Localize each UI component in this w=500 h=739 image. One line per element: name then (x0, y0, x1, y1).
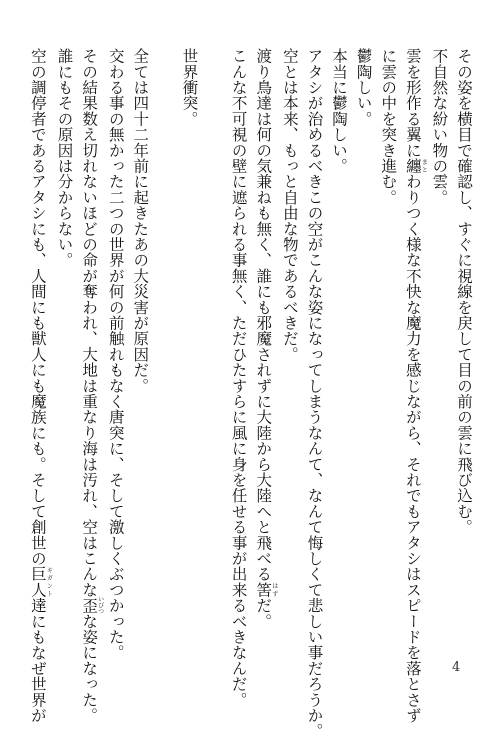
text-line (427, 48, 452, 648)
ruby-base: 纏 (403, 157, 422, 174)
text-line-content: 不自然な紛い物の雲。 (430, 48, 449, 205)
text-line-content: だ。 (254, 597, 273, 629)
text-line (451, 48, 476, 648)
text-line (226, 48, 251, 708)
text-line-content: アタシが治めるべきこの空がこんな姿になってしまうなんて、なんて悔しくて悲しい事だろうか。 (305, 48, 324, 739)
furigana (80, 596, 104, 615)
text-line-content: 交わる事の無かった二つの世界が何の前触れもなく唐突に、そして激しくぶつかった。 (106, 48, 125, 661)
text-line-content: わりつく様な不快な魔力を感じながら、それでもアタシはスピードを落とさず (403, 173, 422, 724)
furigana (28, 566, 53, 598)
ruby-base: 歪 (80, 596, 99, 615)
text-line (277, 48, 302, 648)
page-number: 4 (452, 660, 461, 675)
furigana (254, 581, 278, 598)
text-line-content: 鬱陶しい。 (354, 48, 373, 127)
text-line-content: 空の調停者であるアタシにも、人間にも獣人にも魔族にも。そして創世の (28, 48, 47, 567)
furigana (403, 157, 428, 174)
text-line-content: 雲を形作る翼に (403, 48, 422, 158)
text-line (400, 48, 428, 724)
vertical-text-body (25, 48, 476, 739)
text-line-content: その結果数え切れないほどの命が奪われ、大地は重なり海は汚れ、空はこんな (80, 48, 99, 598)
text-line (103, 48, 128, 661)
text-line (128, 48, 153, 648)
text-line (52, 48, 77, 648)
text-line-content: 空とは本来、もっと自由な物であるべきだ。 (280, 48, 299, 362)
blank-line (152, 48, 177, 648)
text-line (302, 48, 327, 739)
text-line-content: 世界衝突。 (180, 48, 199, 127)
text-line (326, 48, 351, 648)
ruby-reading: ギガント (45, 566, 53, 598)
text-line-content: 渡り鳥達は何の気兼ねも無く、誰にも邪魔されずに大陸から大陸へと飛べる (254, 48, 273, 582)
text-line-content: 全ては四十二年前に起きたあの大災害が原因だ。 (131, 48, 150, 394)
ruby-base: 巨人 (28, 566, 47, 598)
text-line (251, 48, 278, 648)
text-line (177, 48, 202, 648)
ruby-reading: はず (270, 581, 278, 598)
text-line-content: な姿になった。 (80, 613, 99, 724)
text-line-content: 達にもなぜ世界が (28, 597, 47, 724)
blank-line (201, 48, 226, 648)
ruby-reading: いびつ (96, 596, 104, 615)
text-line (351, 48, 376, 648)
text-line (376, 48, 401, 648)
text-line-content: に雲の中を突き進む。 (379, 48, 398, 205)
text-line-content: 本当に鬱陶しい。 (330, 48, 349, 174)
text-line-content: こんな不可視の壁に遮られる事無く、ただひたすらに風に身を任せる事が出来るべきなんだ。 (229, 48, 248, 708)
text-line (77, 48, 104, 724)
text-line-content: その姿を横目で確認し、すぐに視線を戻して目の前の雲に飛び込む。 (455, 48, 473, 535)
text-line-content: 誰にもその原因は分からない。 (55, 48, 74, 268)
ruby-base: 筈 (254, 581, 273, 598)
text-line (25, 48, 53, 724)
ruby-reading: まと (420, 157, 428, 174)
